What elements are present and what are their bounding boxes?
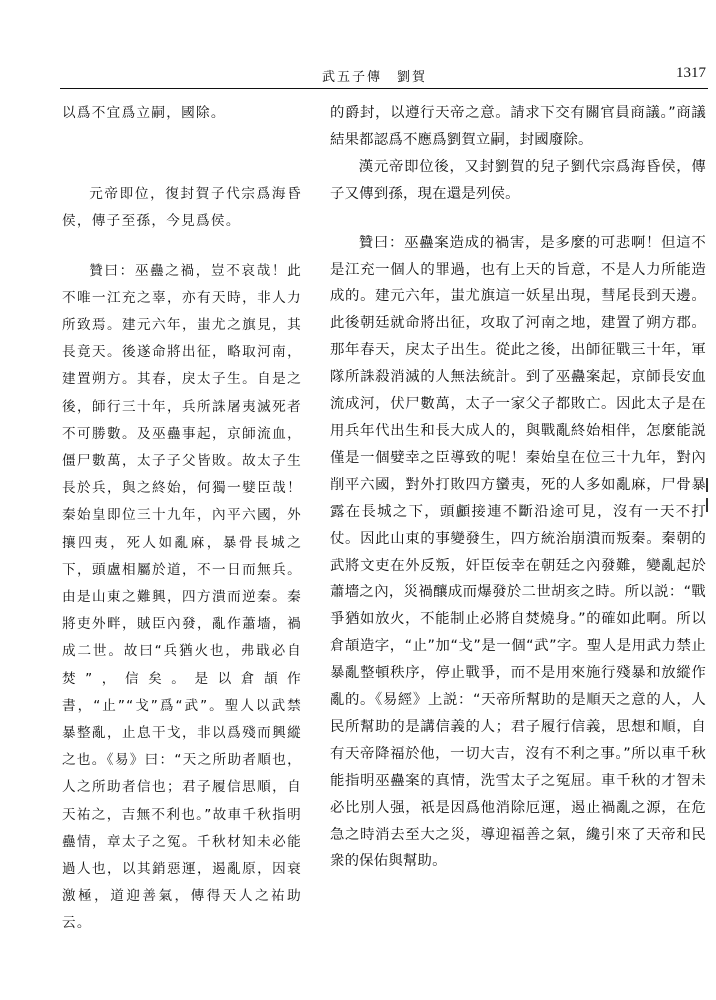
translation-paragraph-2: 漢元帝即位後，又封劉賀的兒子劉代宗爲海昏侯，傳子又傳到孫，現在還是列侯。 (330, 158, 706, 202)
translation-column (330, 100, 706, 875)
page-number: 1317 (676, 65, 706, 81)
header-rule (60, 88, 708, 89)
running-header (322, 66, 716, 86)
original-text-column (62, 100, 302, 938)
original-paragraph-1: 以爲不宜爲立嗣，國除。 (62, 105, 226, 121)
translation-paragraph-3: 贊曰：巫蠱案造成的禍害，是多麼的可悲啊！但這不是江充一個人的罪過，也有上天的旨意，不是人力所能造成的。建元六年，蚩尤旗這一妖星出現，彗尾長到天邊。此後朝廷就命將出征，攻取了河南之地，建置了朔方郡。那年春天，戾太子出生。從此之後，出師征戰三十年，軍隊所誅殺消滅的人無法統計。到了巫蠱案起，京師長安血流成河，伏尸數萬，太子一家父子都敗亡。因此太子是在用兵年代出生和長大成人的，與戰亂終始相伴，怎麼能説僅是一個嬖幸之臣導致的呢！秦始皇在位三十九年，對內削平六國，對外打敗四方蠻夷，死的人多如亂麻，尸骨暴露在長城之下，頭顱接連不斷沿途可見，沒有一天不打仗。因此山東的事變發生，四方統治崩潰而叛秦。秦朝的武將文吏在外反叛，奸臣佞幸在朝廷之內發難，變亂起於蕭墻之內，災禍釀成而爆發於二世胡亥之時。所以説：“戰爭猶如放火，不能制止必將自焚燒身。”的確如此啊。所以倉頡造字，“止”加“戈”是一個“武”字。聖人是用武力禁止暴亂整頓秩序，停止戰爭，而不是用來施行殘暴和放縱作亂的。《易經》上説：“天帝所幫助的是順天之意的人，人民所幫助的是講信義的人；君子履行信義，思想和順，自有天帝降福於他，一切大吉，沒有不利之事。”所以車千秋能指明巫蠱案的真情，洗雪太子之冤屈。車千秋的才智未必比別人强，祇是因爲他消除厄運，遏止禍亂之源，在危急之時消去至大之災，導迎福善之氣，纔引來了天帝和民衆的保佑與幫助。 (330, 234, 706, 870)
original-paragraph-3: 贊曰：巫蠱之禍，豈不哀哉！此不唯一江充之辜，亦有天時，非人力所致焉。建元六年，蚩尤之旗見，其長竟天。後遂命將出征，略取河南，建置朔方。其春，戾太子生。自是之後，師行三十年，兵所誅屠夷滅死者不可勝數。及巫蠱事起，京師流血，僵尸數萬，太子子父皆敗。故太子生長於兵，與之終始，何獨一嬖臣哉！秦始皇即位三十九年，內平六國，外攘四夷，死人如亂麻，暴骨長城之下，頭盧相屬於道，不一日而無兵。由是山東之難興，四方潰而逆秦。秦將吏外畔，賊臣內發，亂作蕭墻，禍成二世。故曰“兵猶火也，弗戢必自焚”，信矣。是以倉頡作書，“止”“戈”爲“武”。聖人以武禁暴整亂，止息干戈，非以爲殘而興縱之也。《易》曰：“天之所助者順也，人之所助者信也；君子履信思順，自天祐之，吉無不利也。”故車千秋指明蠱情，章太子之冤。千秋材知未必能過人也，以其銷惡運，遏亂原，因衰激極，道迎善氣，傳得天人之祐助云。 (62, 262, 302, 932)
translation-paragraph-1: 的爵封，以遵行天帝之意。請求下交有關官員商議。”商議結果都認爲不應爲劉賀立嗣，封國廢除。 (330, 105, 706, 148)
running-title: 武五子傳 劉賀 (322, 70, 428, 85)
scan-mark (706, 498, 708, 512)
scan-mark (706, 478, 708, 492)
original-paragraph-2: 元帝即位，復封賀子代宗爲海昏侯，傳子至孫，今見爲侯。 (62, 186, 302, 230)
